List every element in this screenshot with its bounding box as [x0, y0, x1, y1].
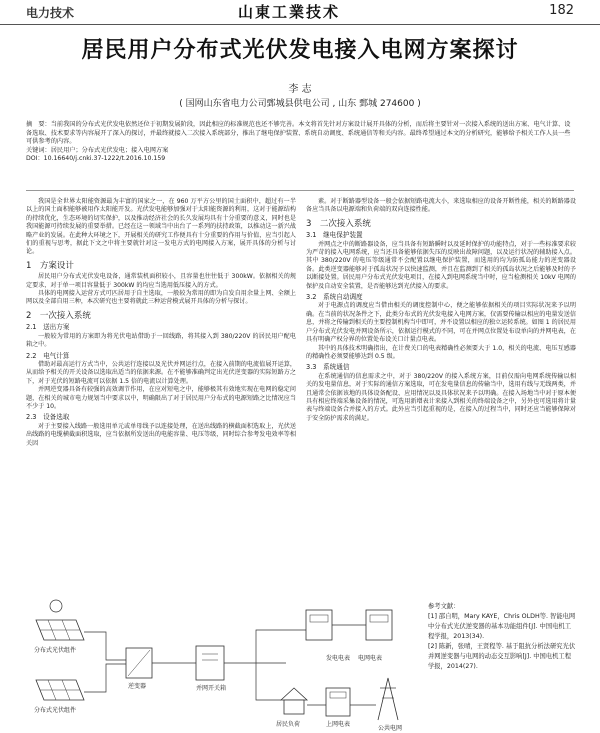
- references: [428, 602, 576, 672]
- references-heading: 参考文献：: [428, 603, 460, 610]
- section-heading: 3.3 系统通信: [306, 363, 350, 372]
- body-paragraph: 借助对最高运行方式当中，公共运行连接以及光伏并网运行点，在接入前期的电流值展开运算，从而给予相关的开关设备以选取出适当的依据来源。在不能够准确判定出光伏逆变器的实际短路方之下，对于光伏的短路电流可以依据 1.5 倍的电流以计算处理。: [26, 360, 296, 385]
- section-heading: 3.2 系统自动调度: [306, 293, 363, 302]
- inverter-label: 逆变器: [128, 683, 147, 690]
- section-heading: 2.1 送出方案: [26, 323, 70, 332]
- page-header: [0, 0, 600, 25]
- pv1-label: 分布式光伏组件: [34, 647, 77, 654]
- section-heading: 2.3 设备选取: [26, 413, 70, 422]
- switchbox-label: 并网开关箱: [196, 685, 227, 692]
- abstract-block: [26, 121, 574, 164]
- body-paragraph: 在系统通信的信息需求之中，对于 380/220V 的接入系统方案，目前仅需向电网系统传输以相关的发电量信息，对于实际的通信方案选取，可在发电量信息的传输当中，选用有线与无线两类，并且通常会依据该地的具体设备配设、应用情况以及具体状况来予以明确。在接入场地当中对于原本便具有相应终端采集设备的情况，可选用新增表计来接入到相关的终端设备之中，另外也可选用将计量表与终端设备合并接入的方式。此外应当引起重视的是，在接入的过程当中，同时还应当能够保障对于安全防护需求的满足。: [306, 372, 576, 422]
- section-heading: 2 一次接入系统: [26, 310, 91, 321]
- switch-box-icon: [196, 646, 224, 680]
- meter-b-label: 电网电表: [358, 655, 383, 662]
- right-column: [306, 198, 576, 423]
- meter-a-label: 发电电表: [326, 655, 351, 662]
- body-paragraph: 其中的具体技术明确指出，在计费关口的电表精确性必须要大于 1.0，相关的电流、电压互感器的精确性必须要能够达到 0.5 级。: [306, 344, 576, 360]
- body-paragraph: 并网逆变器具备有较强的高效调节作用，在应对短电之中，能够极其有效地实现在电网的稳定问题，在相关的城市电力规划当中要求以中，明确限出了对于居民用户分布式的电源短路之比情况应当不少于 10。: [26, 386, 296, 410]
- transmission-tower-icon: [378, 678, 398, 720]
- author: 李 志: [288, 84, 312, 95]
- body-paragraph: 居民用户分布式光伏发电设备，通常装机面积较小，且容量也往往低于 300kW。依据相关的规定要求，对于单一项目容量低于 300kW 的均应当选用低压接入的方式。: [26, 273, 296, 289]
- generation-meter-icon: [306, 610, 332, 640]
- house-icon: [281, 688, 307, 714]
- reference-item: [2] 陈新，张晴，王贤程等. 基于阻抗分析法研究光伏并网逆变器与电网的动态交互影响[J]. 中国电机工程学报，2014(27).: [428, 643, 576, 670]
- left-column: [26, 198, 296, 448]
- body-paragraph: 我国是全世界太阳能资源最为丰富的国家之一，在 960 万平方公里的国土面积中，超过有一半以上的国土面积能够被用作太阳能开发。光伏发电能够加强对于太阳能资源的利用，这对于能源结构的持续优化，生态环境的切实保护，以及推动经济社会的长久发展均具有十分重要的意义，同时也是我国能源可持续发展的重要举措。已经在这一领域当中出台了一系列的扶持政策，以推动这一新兴战略产业的发展。在此种大环境之下，开展相关的研究工作便具有十分重要的作用与价值，应当引起人们的重视与思考，据此下文之中将主要就针对这一发电方式的电网接入方案，展开具体的分析与讨论。: [26, 198, 296, 256]
- load-label: 居民负荷: [276, 721, 301, 728]
- body-paragraph: 一般较为常用的方案即为将光伏电站借助于一回线路，将其接入到 380/220V 的居民用户配电箱之中。: [26, 332, 296, 349]
- doi: DOI：10.16640/j.cnki.37-1222/t.2016.10.159: [26, 155, 166, 163]
- body-paragraph: 对于电源点的调度应当借由相关的调度控制中心，便之能够依据相关的项目实际状况来予以明确。在当前的状况条件之下，此类分布式的光伏发电接入电网方案，仅需要传输以相应的电量发送信息，并将之传输到相关的主要控制机构当中即可，并不设置以相应的独立运转系统。如图 1 的居民用户分布式光伏发电并网设备所示，依据运行模式的不同，可在并网点位置处布设单向的并网电表，在具有明确产权分界的位置处布设关口计量点电表。: [306, 302, 576, 344]
- meter-c-label: 上网电表: [326, 721, 351, 728]
- body-paragraph: 并网点之中的断路器设备，应当具备有短路瞬时以及延时保护的功能特点，对于一些标准要求较为严苛的接入电网系统，应当还具备能够依据失压的反映出故障问题，以及运行状况的辅助接入点。其中 380/220V 的电压等级通常不会配置以继电保护装置，而选用的均为防孤岛能力的逆变器设备。此类逆变器能够对于孤岛状况予以快速监测，并且在监测到了相关的孤岛状况之后能够及时的予以断接处置。居民用户分布式光伏发电项目，在接入到电网系统当中时，应当检测相关 10kV 电网的保护及自动安全装置，是否能够达到光伏接入的要求。: [306, 240, 576, 290]
- affiliation: ( 国网山东省电力公司鄄城县供电公司 , 山东 鄄城 274600 ): [179, 99, 421, 109]
- body-paragraph: 具体的电网接入运营方式可匹居用于自主选取，一般较为常用的即为自发自用余量上网、全额上网以及全部自用三种，本次研究也主要将就此三种运营模式展开具体的分析与探讨。: [26, 290, 296, 306]
- abstract-text: 摘 要：当前我国的分布式光伏发电依然还位于初期发展阶段，因此相应的标准规范也还不够完善。本文将首先针对方案设计展开具体的分析，而后将主要针对一次接入系统的送出方案、电气计算、设备选取、技术要求等内容展开了深入的探讨，并最终就接入二次接入系统部分，推出了继电保护装置、系统自动调度、系统通信等和关内容。最终希望通过本文的分析研究，能够给予相关工作人员一些可供参考的内容。: [26, 121, 571, 146]
- section-label: 电力技术: [26, 6, 75, 20]
- paper-title: 居民用户分布式光伏发电接入电网方案探讨: [81, 38, 519, 63]
- grid-connection-diagram: [26, 560, 422, 733]
- body-paragraph: 对于主要接入线路一般选用单元或单母线予以连接处理，在送出线路的横截面积选取上，光伏送出线路的电缆横截面积选取，应当依据所发送出的电能容量、电压等级，同时综合参考发电效率等相关因: [26, 422, 296, 447]
- page-number: 182: [549, 3, 574, 18]
- section-heading: 3.1 继电保护装置: [306, 231, 363, 240]
- grid-meter-icon: [366, 610, 392, 640]
- pv-panel-icon: [36, 680, 84, 700]
- reference-item: [1] 邵自明，Mary KAYE，Chris OLDH等. 智能电网中分布式光伏逆变器的基本功能组件[J]. 中国电机工程学报，2013(34).: [428, 613, 576, 640]
- keywords: 关键词：居民用户；分布式光伏发电；接入电网方案: [26, 146, 169, 154]
- journal-name: 山東工業技术: [238, 3, 341, 21]
- pv-panel-icon: [36, 600, 84, 640]
- grid-label: 公共电网: [378, 725, 403, 732]
- divider: [26, 190, 574, 191]
- section-heading: 2.2 电气计算: [26, 351, 70, 360]
- section-heading: 3 二次接入系统: [306, 218, 371, 229]
- body-paragraph: 素。对于断路器型设备一般会依据短路电流大小，来选取相应的设备开断性能，相关的断路器设备应当具备以电源端和负荷端的双向连接性能。: [306, 198, 576, 214]
- pv2-label: 分布式光伏组件: [34, 707, 77, 714]
- section-heading: 1 方案设计: [26, 260, 74, 271]
